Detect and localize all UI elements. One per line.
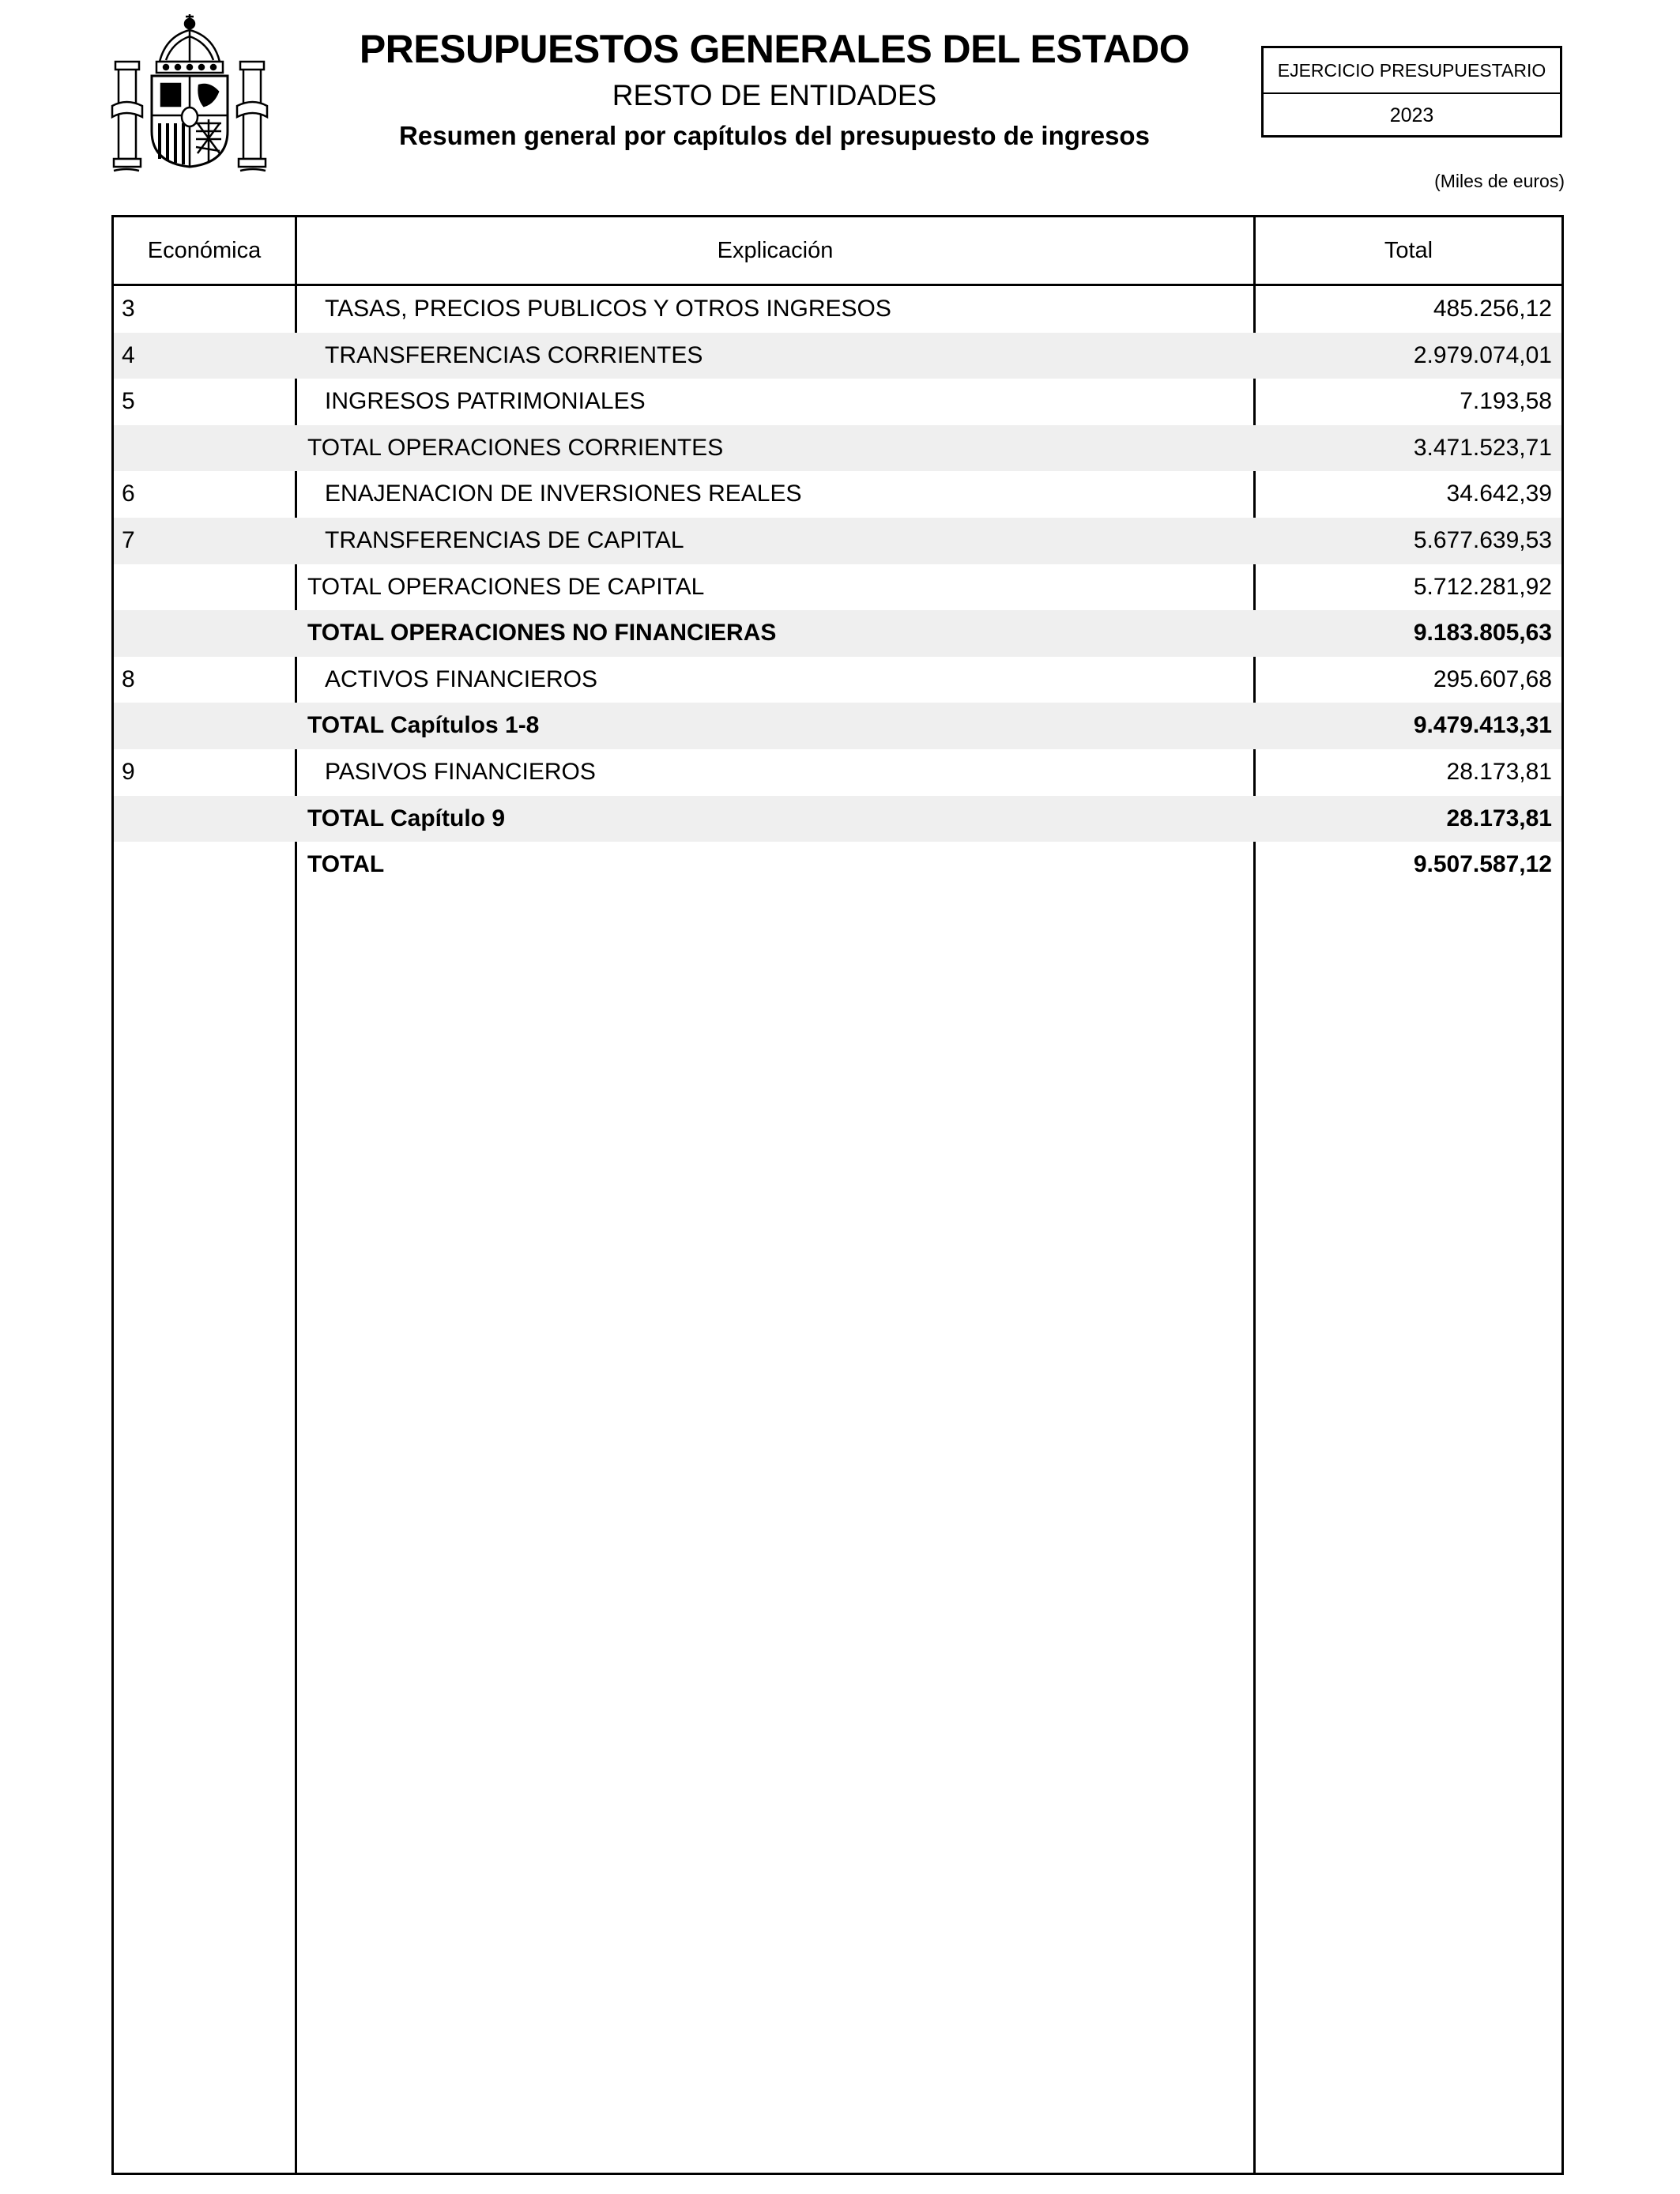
table-row [114, 379, 1561, 425]
table-row [114, 749, 1561, 796]
row-total: 9.479.413,31 [1413, 712, 1552, 739]
table-row [114, 564, 1561, 611]
row-total: 2.979.074,01 [1413, 341, 1552, 368]
row-total: 485.256,12 [1433, 296, 1552, 322]
exercise-year: 2023 [1389, 104, 1434, 126]
row-description: TOTAL OPERACIONES DE CAPITAL [307, 573, 705, 600]
table-row [114, 286, 1561, 333]
exercise-label: EJERCICIO PRESUPUESTARIO [1264, 48, 1560, 94]
column-header-economica: Económica [147, 238, 262, 263]
table-row [114, 425, 1561, 472]
row-total: 28.173,81 [1446, 758, 1552, 785]
row-description: TRANSFERENCIAS CORRIENTES [325, 341, 703, 368]
row-code: 9 [122, 758, 135, 785]
row-total: 9.183.805,63 [1413, 620, 1552, 647]
row-total: 3.471.523,71 [1413, 434, 1552, 461]
row-total: 5.712.281,92 [1413, 573, 1552, 600]
row-total: 28.173,81 [1446, 805, 1552, 831]
page-title: PRESUPUESTOS GENERALES DEL ESTADO [359, 27, 1190, 71]
row-code: 6 [122, 481, 135, 507]
row-code: 4 [122, 341, 135, 368]
row-description: TOTAL OPERACIONES NO FINANCIERAS [307, 620, 777, 647]
row-description: TRANSFERENCIAS DE CAPITAL [325, 526, 684, 553]
table-row [114, 796, 1561, 843]
row-code: 7 [122, 526, 135, 553]
table-row [114, 703, 1561, 749]
row-total: 295.607,68 [1433, 665, 1552, 692]
units-label: (Miles de euros) [1434, 171, 1565, 191]
table-row [114, 471, 1561, 518]
row-description: TASAS, PRECIOS PUBLICOS Y OTROS INGRESOS [325, 296, 891, 322]
table-row [114, 657, 1561, 703]
row-total: 7.193,58 [1460, 388, 1552, 415]
page-subtitle: RESTO DE ENTIDADES [612, 79, 937, 111]
table-body [114, 286, 1561, 888]
table-row [114, 610, 1561, 657]
row-description: ENAJENACION DE INVERSIONES REALES [325, 481, 802, 507]
row-description: PASIVOS FINANCIEROS [325, 758, 596, 785]
row-code: 5 [122, 388, 135, 415]
table-row [114, 333, 1561, 379]
row-total: 5.677.639,53 [1413, 526, 1552, 553]
table-row [114, 518, 1561, 564]
row-total: 9.507.587,12 [1413, 851, 1552, 878]
row-total: 34.642,39 [1446, 481, 1552, 507]
column-header-explicacion: Explicación [717, 238, 834, 263]
row-code: 3 [122, 296, 135, 322]
row-description: INGRESOS PATRIMONIALES [325, 388, 646, 415]
row-description: TOTAL OPERACIONES CORRIENTES [307, 434, 724, 461]
table-header [114, 217, 1561, 286]
column-header-total: Total [1384, 238, 1433, 263]
exercise-box [1261, 46, 1562, 138]
row-code: 8 [122, 665, 135, 692]
spain-coat-of-arms-icon [111, 13, 269, 175]
table-row [114, 842, 1561, 888]
title-block [300, 24, 1249, 153]
row-description: TOTAL [307, 851, 385, 878]
page-description: Resumen general por capítulos del presupuesto de ingresos [399, 121, 1150, 150]
row-description: ACTIVOS FINANCIEROS [325, 665, 598, 692]
row-description: TOTAL Capítulos 1-8 [307, 712, 540, 739]
budget-table [111, 215, 1564, 2175]
row-description: TOTAL Capítulo 9 [307, 805, 506, 831]
